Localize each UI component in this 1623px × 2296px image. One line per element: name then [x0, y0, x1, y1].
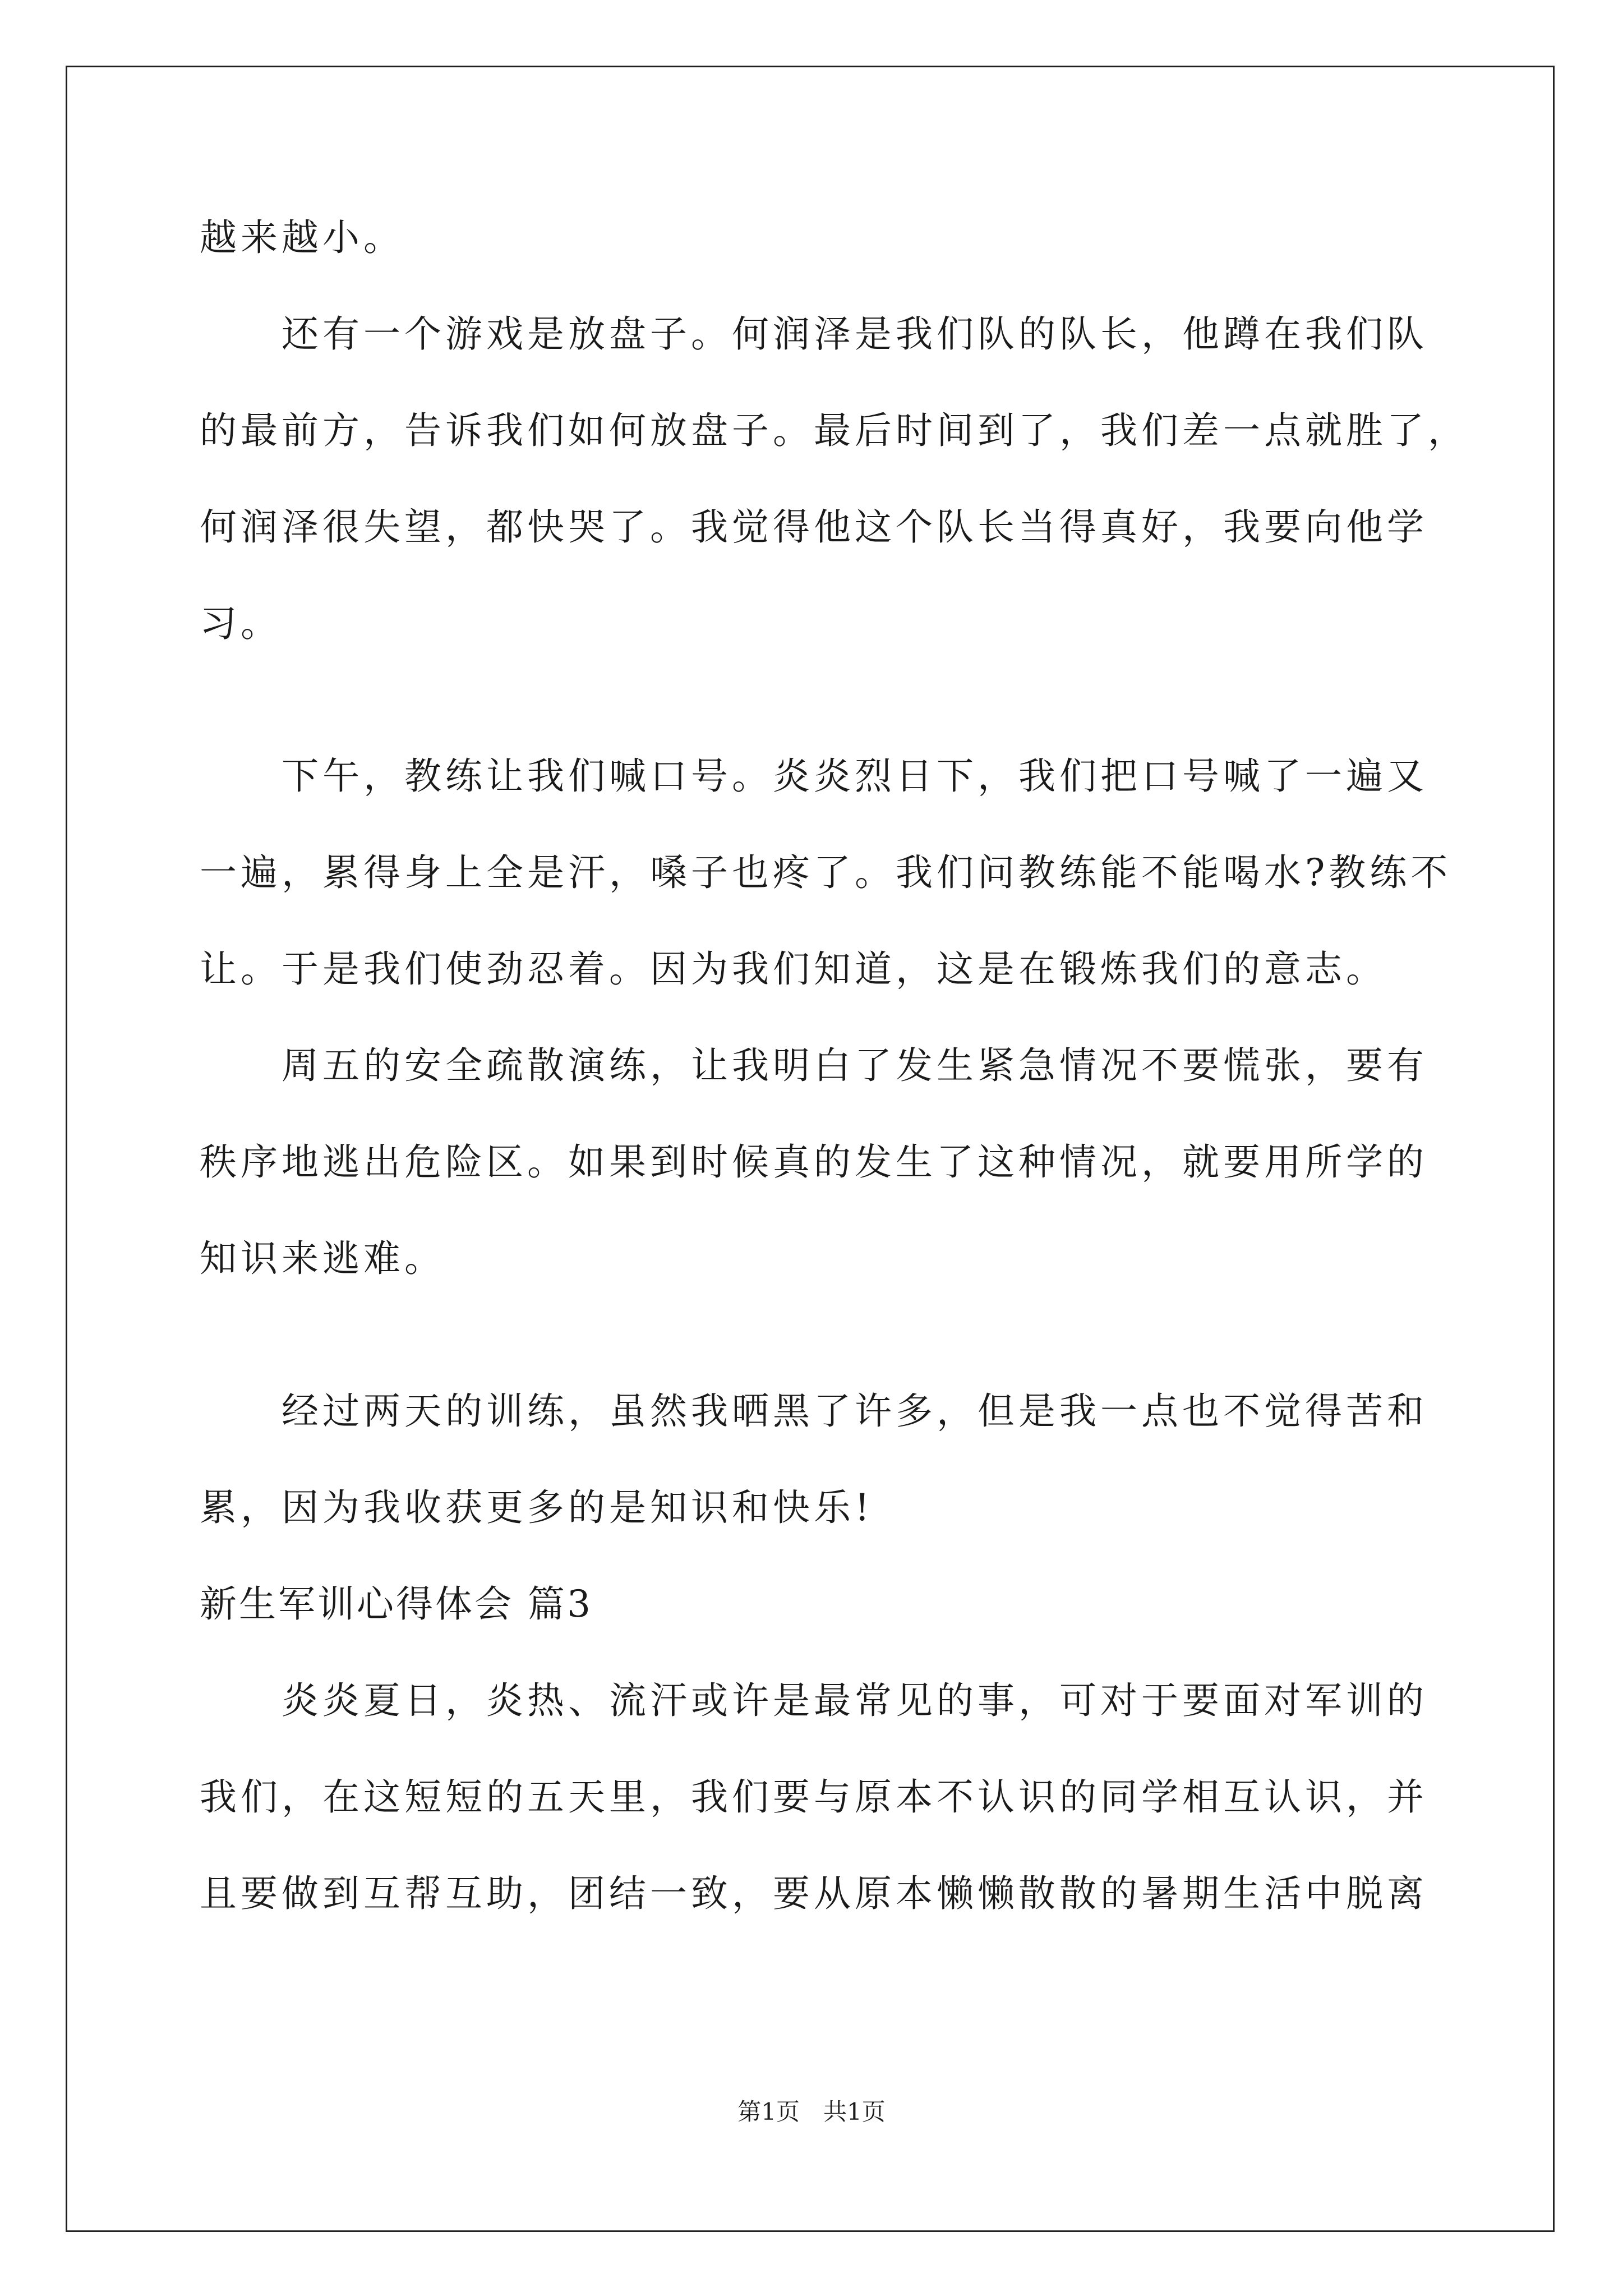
text-line: 让。于是我们使劲忍着。因为我们知道，这是在锻炼我们的意志。 — [200, 947, 1387, 991]
paragraph-start-line: 周五的安全疏散演练，让我明白了发生紧急情况不要慌张，要有 — [282, 1044, 1428, 1087]
text-line: 知识来逃难。 — [200, 1237, 445, 1280]
section-heading: 新生军训心得体会 篇3 — [200, 1582, 593, 1626]
page-number-footer: 第1页 共1页 — [737, 2098, 886, 2125]
paragraph-start-line: 还有一个游戏是放盘子。何润泽是我们队的队长，他蹲在我们队 — [282, 312, 1428, 356]
text-line: 的最前方，告诉我们如何放盘子。最后时间到了，我们差一点就胜了， — [200, 409, 1469, 452]
text-line: 习。 — [200, 602, 282, 645]
text-line: 且要做到互帮互助，团结一致，要从原本懒懒散散的暑期生活中脱离 — [200, 1872, 1428, 1915]
text-line: 累，因为我收获更多的是知识和快乐! — [200, 1486, 874, 1529]
paragraph-start-line: 炎炎夏日，炎热、流汗或许是最常见的事，可对于要面对军训的 — [282, 1679, 1428, 1722]
text-line: 何润泽很失望，都快哭了。我觉得他这个队长当得真好，我要向他学 — [200, 505, 1428, 549]
text-line: 我们，在这短短的五天里，我们要与原本不认识的同学相互认识，并 — [200, 1775, 1428, 1819]
text-line: 一遍，累得身上全是汗，嗓子也疼了。我们问教练能不能喝水?教练不 — [200, 851, 1452, 894]
text-line: 越来越小。 — [200, 216, 404, 259]
text-line: 秩序地逃出危险区。如果到时候真的发生了这种情况，就要用所学的 — [200, 1140, 1428, 1184]
paragraph-start-line: 下午，教练让我们喊口号。炎炎烈日下，我们把口号喊了一遍又 — [282, 754, 1428, 798]
paragraph-start-line: 经过两天的训练，虽然我晒黑了许多，但是我一点也不觉得苦和 — [282, 1389, 1428, 1433]
